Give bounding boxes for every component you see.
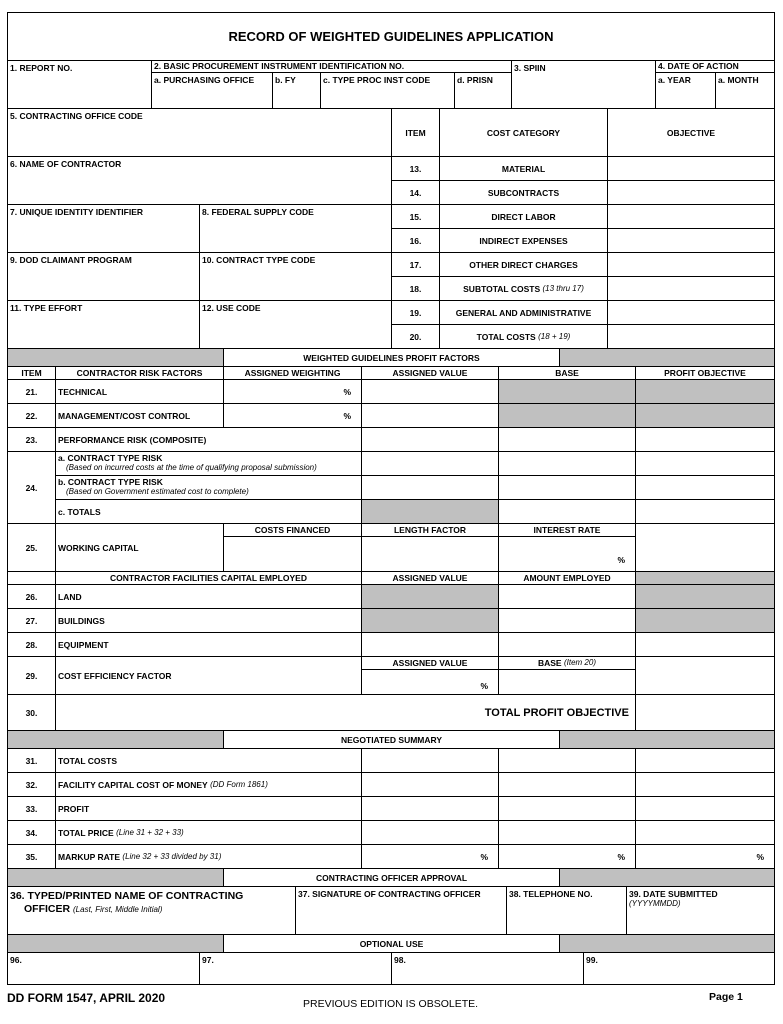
costs-financed-input[interactable] <box>224 537 362 572</box>
date-of-action-label: 4. DATE OF ACTION <box>656 61 774 73</box>
markup-rate-label: MARKUP RATE (Line 32 + 33 divided by 31) <box>56 845 362 869</box>
banner-gray <box>8 869 224 887</box>
row-item: 24. <box>8 452 56 524</box>
cost-item: 16. <box>392 229 440 253</box>
pf-col-item: ITEM <box>8 367 56 380</box>
cost-item: 17. <box>392 253 440 277</box>
name-of-contractor-field[interactable] <box>8 157 392 205</box>
page-number: Page 1 <box>709 991 743 1003</box>
cost-objective-input[interactable] <box>608 277 774 301</box>
cost-item: 13. <box>392 157 440 181</box>
approval-title: CONTRACTING OFFICER APPROVAL <box>224 869 560 887</box>
buildings-amount-input[interactable] <box>499 609 636 633</box>
shaded-cell <box>636 572 774 585</box>
cost-category: SUBCONTRACTS <box>440 181 608 205</box>
spiin-field[interactable] <box>512 61 656 109</box>
markup-rate-input[interactable]: % <box>362 845 499 869</box>
shaded-cell <box>636 380 774 404</box>
month-label: a. MONTH <box>718 75 759 85</box>
cost-col-objective: OBJECTIVE <box>608 109 774 157</box>
cost-category: TOTAL COSTS (18 + 19) <box>440 325 608 349</box>
risk-b-base-input[interactable] <box>499 476 636 500</box>
federal-supply-code-label: 8. FEDERAL SUPPLY CODE <box>202 207 314 217</box>
weighted-guidelines-form <box>7 12 775 985</box>
equipment-label: EQUIPMENT <box>56 633 362 657</box>
row-item: 32. <box>8 773 56 797</box>
risk-b-value-input[interactable] <box>362 476 499 500</box>
pf-col-base: BASE <box>499 367 636 380</box>
row-item: 26. <box>8 585 56 609</box>
performance-profit-input[interactable] <box>636 428 774 452</box>
row-item: 34. <box>8 821 56 845</box>
base-item20-label: BASE (Item 20) <box>499 657 636 670</box>
purchasing-office-label: a. PURCHASING OFFICE <box>154 75 255 85</box>
optional-field-97[interactable]: 97. <box>200 953 392 984</box>
interest-rate-input[interactable]: % <box>499 537 636 572</box>
use-code-label: 12. USE CODE <box>202 303 261 313</box>
optional-field-98[interactable]: 98. <box>392 953 584 984</box>
cost-category: DIRECT LABOR <box>440 205 608 229</box>
cost-category: OTHER DIRECT CHARGES <box>440 253 608 277</box>
cost-category: INDIRECT EXPENSES <box>440 229 608 253</box>
cost-category: SUBTOTAL COSTS (13 thru 17) <box>440 277 608 301</box>
unique-identity-label: 7. UNIQUE IDENTITY IDENTIFIER <box>10 207 144 217</box>
negotiated-input[interactable] <box>636 749 774 773</box>
row-item: 28. <box>8 633 56 657</box>
risk-a-base-input[interactable] <box>499 452 636 476</box>
cost-efficiency-label: COST EFFICIENCY FACTOR <box>56 657 362 695</box>
dod-claimant-field[interactable] <box>8 253 200 301</box>
length-factor-label: LENGTH FACTOR <box>362 524 499 537</box>
cost-item: 20. <box>392 325 440 349</box>
markup-rate-input[interactable]: % <box>636 845 774 869</box>
contract-type-code-field[interactable] <box>200 253 392 301</box>
profit-factors-title: WEIGHTED GUIDELINES PROFIT FACTORS <box>224 349 560 367</box>
cost-objective-input[interactable] <box>608 253 774 277</box>
profit-label: PROFIT <box>56 797 362 821</box>
length-factor-input[interactable] <box>362 537 499 572</box>
costs-financed-label: COSTS FINANCED <box>224 524 362 537</box>
banner-gray <box>8 349 224 367</box>
total-profit-objective-input[interactable] <box>636 695 774 731</box>
facilities-title: CONTRACTOR FACILITIES CAPITAL EMPLOYED <box>56 572 362 585</box>
negotiated-input[interactable] <box>636 797 774 821</box>
cost-item: 15. <box>392 205 440 229</box>
performance-value-input[interactable] <box>362 428 499 452</box>
cost-category: GENERAL AND ADMINISTRATIVE <box>440 301 608 325</box>
shaded-cell <box>362 500 499 524</box>
piin-label: 2. BASIC PROCUREMENT INSTRUMENT IDENTIFICATION NO. <box>152 61 512 73</box>
cost-category: MATERIAL <box>440 157 608 181</box>
negotiated-summary-title: NEGOTIATED SUMMARY <box>224 731 560 749</box>
month-field[interactable] <box>716 73 774 109</box>
prisn-field[interactable] <box>455 73 512 109</box>
row-item: 35. <box>8 845 56 869</box>
obsolete-notice: PREVIOUS EDITION IS OBSOLETE. <box>303 998 479 1010</box>
form-title: RECORD OF WEIGHTED GUIDELINES APPLICATION <box>8 13 774 61</box>
totals-profit-input[interactable] <box>636 500 774 524</box>
shaded-cell <box>636 404 774 428</box>
contracting-officer-name-field[interactable]: 36. TYPED/PRINTED NAME OF CONTRACTING OFFICER (Last, First, Middle Initial) <box>8 887 296 935</box>
federal-supply-code-field[interactable] <box>200 205 392 253</box>
assigned-value-label: ASSIGNED VALUE <box>362 572 499 585</box>
contract-type-risk-a: a. CONTRACT TYPE RISK (Based on incurred costs at the time of qualifying proposal submission) <box>56 452 362 476</box>
buildings-label: BUILDINGS <box>56 609 362 633</box>
cost-col-item: ITEM <box>392 109 440 157</box>
contracting-office-code-field[interactable] <box>8 109 392 157</box>
name-of-contractor-label: 6. NAME OF CONTRACTOR <box>10 159 122 169</box>
cost-objective-input[interactable] <box>608 325 774 349</box>
cost-objective-input[interactable] <box>608 205 774 229</box>
date-submitted-field[interactable]: 39. DATE SUBMITTED (YYYYMMDD) <box>627 887 774 935</box>
shaded-cell <box>499 404 636 428</box>
cost-objective-input[interactable] <box>608 229 774 253</box>
land-amount-input[interactable] <box>499 585 636 609</box>
cost-item: 19. <box>392 301 440 325</box>
cost-objective-input[interactable] <box>608 157 774 181</box>
shaded-cell <box>362 585 499 609</box>
total-profit-objective-label: TOTAL PROFIT OBJECTIVE <box>56 695 636 731</box>
negotiated-input[interactable] <box>499 749 636 773</box>
row-item: 33. <box>8 797 56 821</box>
banner-gray <box>560 731 774 749</box>
risk-b-profit-input[interactable] <box>636 476 774 500</box>
banner-gray <box>560 935 774 953</box>
fy-label: b. FY <box>275 75 296 85</box>
equipment-amount-input[interactable] <box>499 633 636 657</box>
working-capital-label: WORKING CAPITAL <box>56 524 224 572</box>
performance-base-input[interactable] <box>499 428 636 452</box>
report-no-field[interactable] <box>8 61 152 109</box>
interest-rate-label: INTEREST RATE <box>499 524 636 537</box>
facility-capital-label: FACILITY CAPITAL COST OF MONEY (DD Form 1861) <box>56 773 362 797</box>
contract-type-risk-b: b. CONTRACT TYPE RISK (Based on Government estimated cost to complete) <box>56 476 362 500</box>
cost-item: 14. <box>392 181 440 205</box>
unique-identity-field[interactable] <box>8 205 200 253</box>
negotiated-input[interactable] <box>362 749 499 773</box>
prisn-label: d. PRISN <box>457 75 493 85</box>
contracting-office-code-label: 5. CONTRACTING OFFICE CODE <box>10 111 143 121</box>
assigned-value-label: ASSIGNED VALUE <box>362 657 499 670</box>
working-capital-profit-input[interactable] <box>636 524 774 572</box>
row-item: 30. <box>8 695 56 731</box>
banner-gray <box>8 935 224 953</box>
banner-gray <box>560 869 774 887</box>
negotiated-input[interactable] <box>636 773 774 797</box>
amount-employed-label: AMOUNT EMPLOYED <box>499 572 636 585</box>
cost-objective-input[interactable] <box>608 181 774 205</box>
fy-field[interactable] <box>273 73 321 109</box>
totals-label: c. TOTALS <box>56 500 362 524</box>
year-label: a. YEAR <box>658 75 691 85</box>
markup-rate-input[interactable]: % <box>499 845 636 869</box>
form-id: DD FORM 1547, APRIL 2020 <box>7 991 166 1005</box>
performance-risk-label: PERFORMANCE RISK (COMPOSITE) <box>56 428 362 452</box>
negotiated-input[interactable] <box>499 821 636 845</box>
management-label: MANAGEMENT/COST CONTROL <box>56 404 224 428</box>
telephone-field[interactable]: 38. TELEPHONE NO. <box>507 887 627 935</box>
spiin-label: 3. SPIIN <box>514 63 546 73</box>
banner-gray <box>8 731 224 749</box>
use-code-field[interactable] <box>200 301 392 349</box>
cost-item: 18. <box>392 277 440 301</box>
year-field[interactable] <box>656 73 716 109</box>
management-weighting-input[interactable]: % <box>224 404 362 428</box>
risk-a-value-input[interactable] <box>362 452 499 476</box>
negotiated-input[interactable] <box>636 821 774 845</box>
row-item: 29. <box>8 657 56 695</box>
management-value-input[interactable] <box>362 404 499 428</box>
type-effort-field[interactable] <box>8 301 200 349</box>
blank-cell <box>8 572 56 585</box>
row-item: 31. <box>8 749 56 773</box>
pf-col-risk: CONTRACTOR RISK FACTORS <box>56 367 224 380</box>
totals-base-input[interactable] <box>499 500 636 524</box>
negotiated-input[interactable] <box>499 797 636 821</box>
pf-col-value: ASSIGNED VALUE <box>362 367 499 380</box>
total-price-label: TOTAL PRICE (Line 31 + 32 + 33) <box>56 821 362 845</box>
shaded-cell <box>499 380 636 404</box>
technical-label: TECHNICAL <box>56 380 224 404</box>
banner-gray <box>560 349 774 367</box>
optional-field-99[interactable]: 99. <box>586 955 598 965</box>
signature-field[interactable]: 37. SIGNATURE OF CONTRACTING OFFICER <box>296 887 507 935</box>
risk-a-profit-input[interactable] <box>636 452 774 476</box>
type-effort-label: 11. TYPE EFFORT <box>10 303 83 313</box>
technical-weighting-input[interactable]: % <box>224 380 362 404</box>
row-item: 25. <box>8 524 56 572</box>
pf-col-weighting: ASSIGNED WEIGHTING <box>224 367 362 380</box>
dod-claimant-label: 9. DOD CLAIMANT PROGRAM <box>10 255 132 265</box>
contract-type-code-label: 10. CONTRACT TYPE CODE <box>202 255 316 265</box>
cost-efficiency-value-input[interactable]: % <box>362 670 499 695</box>
negotiated-input[interactable] <box>499 773 636 797</box>
cost-efficiency-profit-input[interactable] <box>636 657 774 695</box>
cost-col-category: COST CATEGORY <box>440 109 608 157</box>
row-item: 23. <box>8 428 56 452</box>
report-no-label: 1. REPORT NO. <box>10 63 73 73</box>
optional-field-96[interactable]: 96. <box>8 953 200 984</box>
total-costs-label: TOTAL COSTS <box>56 749 362 773</box>
negotiated-input[interactable] <box>362 797 499 821</box>
negotiated-input[interactable] <box>362 821 499 845</box>
purchasing-office-field[interactable] <box>152 73 273 109</box>
technical-value-input[interactable] <box>362 380 499 404</box>
optional-use-title: OPTIONAL USE <box>224 935 560 953</box>
shaded-cell <box>362 609 499 633</box>
type-proc-label: c. TYPE PROC INST CODE <box>323 75 431 85</box>
shaded-cell <box>636 585 774 609</box>
row-item: 21. <box>8 380 56 404</box>
type-proc-field[interactable] <box>321 73 455 109</box>
cost-efficiency-base-input[interactable] <box>499 670 636 695</box>
land-label: LAND <box>56 585 362 609</box>
row-item: 27. <box>8 609 56 633</box>
equipment-profit-input[interactable] <box>636 633 774 657</box>
cost-objective-input[interactable] <box>608 301 774 325</box>
row-item: 22. <box>8 404 56 428</box>
pf-col-profit: PROFIT OBJECTIVE <box>636 367 774 380</box>
negotiated-input[interactable] <box>362 773 499 797</box>
equipment-value-input[interactable] <box>362 633 499 657</box>
shaded-cell <box>636 609 774 633</box>
